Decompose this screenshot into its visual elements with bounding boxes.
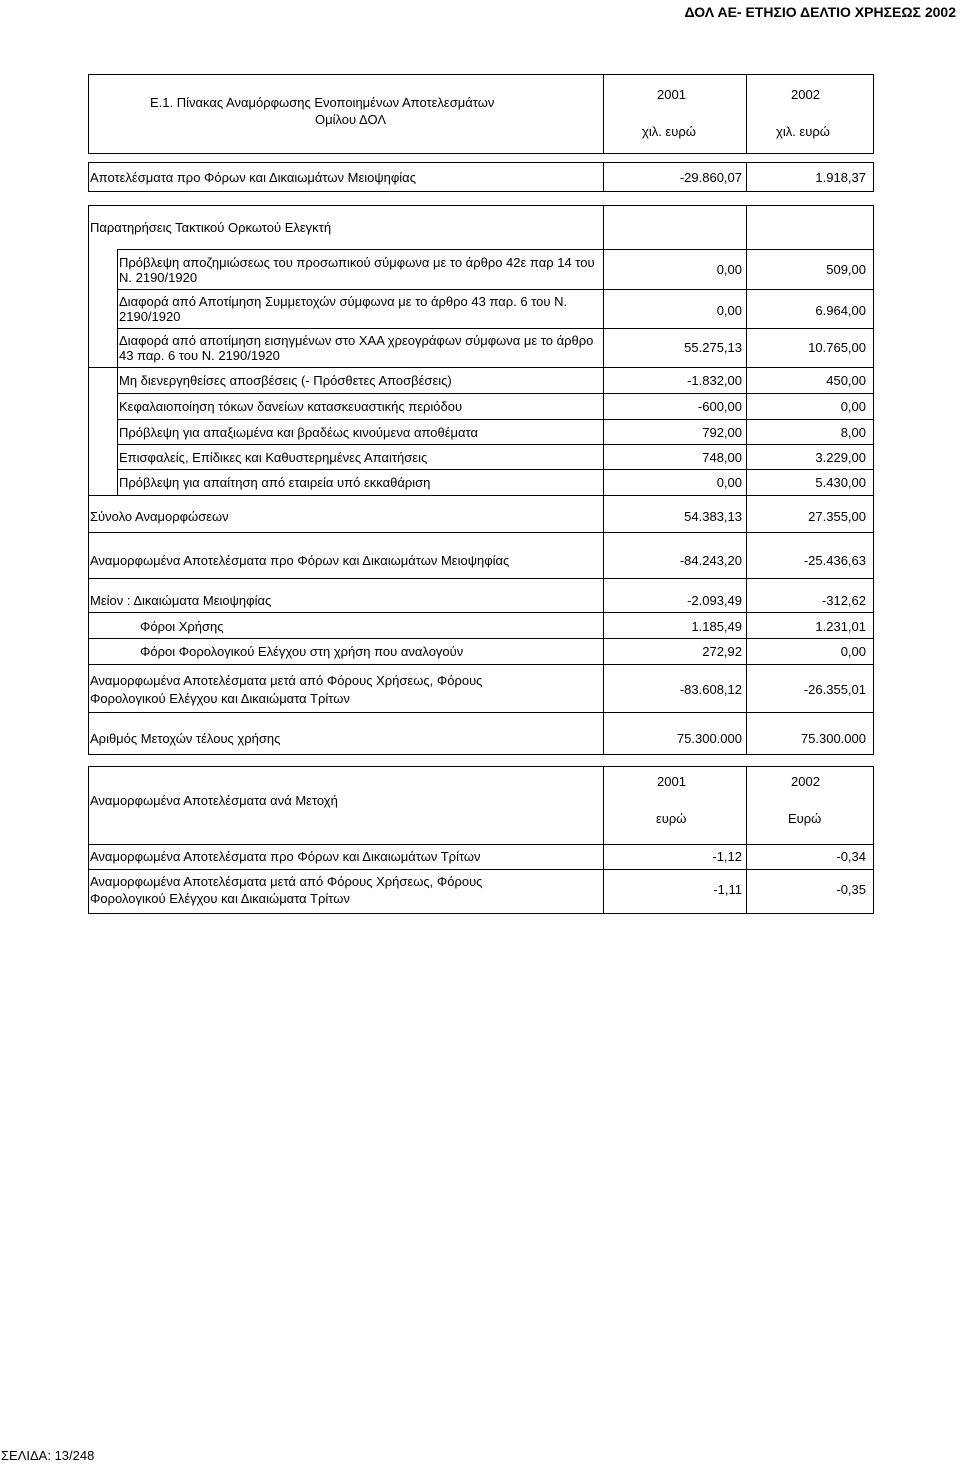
adjustment-row-1-value-2001: 0,00 (716, 262, 742, 277)
adjustment-row-7-value-2002: 3.229,00 (815, 450, 866, 465)
per-share-row-1-value-2001: -1,12 (712, 849, 742, 864)
adjustment-row-5-value-2001: -600,00 (697, 399, 742, 414)
per-share-unit-2001: ευρώ (656, 811, 687, 826)
year-2002-header: 2002 (791, 87, 820, 102)
row-sep (88, 638, 874, 639)
row-sep (117, 289, 874, 290)
row-sep (88, 532, 874, 533)
per-share-row-2-label-line-1: Αναμορφωμένα Αποτελέσματα μετά από Φόρους Χρήσεως, Φόρους (90, 874, 483, 889)
audit-taxes-value-2002: 0,00 (840, 644, 866, 659)
per-share-unit-2002: Ευρώ (788, 811, 822, 826)
per-share-row-2-value-2001: -1,11 (713, 882, 742, 897)
sub-table-left (117, 249, 118, 495)
adjustment-row-7-value-2001: 748,00 (702, 450, 742, 465)
year-2001-header: 2001 (657, 87, 686, 102)
adjustment-row-6-label: Πρόβλεψη για απαξιωμένα και βραδέως κινούμενα αποθέματα (119, 425, 478, 440)
restated-pre-tax-value-2001: -84.243,20 (679, 553, 742, 568)
pre-tax-value-2002: 1.918,37 (815, 170, 866, 185)
row-sep (88, 367, 874, 368)
adjustment-row-8-value-2001: 0,00 (716, 475, 742, 490)
sub-table-top (117, 249, 874, 250)
per-share-row-2-label-line-2: Φορολογικού Ελέγχου και Δικαιώματα Τρίτων (90, 891, 350, 906)
row-sep (88, 844, 874, 845)
total-adjustments-label: Σύνολο Αναμορφώσεων (90, 509, 229, 524)
adjustment-row-6-value-2001: 792,00 (702, 425, 742, 440)
income-taxes-label: Φόροι Χρήσης (140, 619, 224, 634)
row-sep (88, 712, 874, 713)
table-title-line-1: Ε.1. Πίνακας Αναμόρφωσης Ενοποιημένων Αποτελεσμάτων (150, 95, 495, 110)
per-share-col-divider-1 (603, 766, 604, 914)
row-sep (117, 419, 874, 420)
income-taxes-value-2001: 1.185,49 (691, 619, 742, 634)
pre-tax-label: Αποτελέσματα προ Φόρων και Δικαιωμάτων Μειοψηφίας (90, 170, 416, 185)
audit-taxes-label: Φόροι Φορολογικού Ελέγχου στη χρήση που αναλογούν (140, 644, 464, 659)
hline-before-auditor (88, 205, 874, 206)
col-divider-2 (746, 205, 747, 755)
outer-right-border (873, 205, 874, 755)
table-1-title-box (88, 74, 874, 154)
adjustment-row-7-label: Επισφαλείς, Επίδικες και Καθυστερημένες Απαιτήσεις (119, 450, 428, 465)
per-share-row-2-value-2002: -0,35 (836, 882, 866, 897)
per-share-title: Αναμορφωμένα Αποτελέσματα ανά Μετοχή (90, 793, 338, 808)
unit-2002-header: χιλ. ευρώ (776, 124, 830, 139)
adjustment-row-4-label: Μη διενεργηθείσες αποσβέσεις (- Πρόσθετες Αποσβέσεις) (119, 373, 452, 388)
adjustment-row-8-value-2002: 5.430,00 (815, 475, 866, 490)
row-sep (117, 469, 874, 470)
row-sep (88, 578, 874, 579)
row-sep (88, 869, 874, 870)
total-adjustments-value-2002: 27.355,00 (808, 509, 866, 524)
page-number: ΣΕΛΙΔΑ: 13/248 (1, 1448, 95, 1463)
adjustment-row-2-label: Διαφορά από Αποτίμηση Συμμετοχών σύμφωνα με το άρθρο 43 παρ. 6 του Ν. 2190/1920 (119, 294, 568, 324)
per-share-row-1-label: Αναμορφωμένα Αποτελέσματα προ Φόρων και Δικαιωμάτων Τρίτων (90, 849, 481, 864)
per-share-year-2001: 2001 (657, 774, 686, 789)
minority-interest-label: Μείον : Δικαιώματα Μειοψηφίας (90, 593, 272, 608)
row-sep (117, 444, 874, 445)
adjustment-row-4-value-2002: 450,00 (826, 373, 866, 388)
row-sep (88, 612, 874, 613)
title-box-col-divider-2 (746, 74, 747, 154)
adjustment-row-5-label: Κεφαλαιοποίηση τόκων δανείων κατασκευαστικής περιόδου (119, 399, 463, 414)
per-share-row-1-value-2002: -0,34 (836, 849, 866, 864)
adjustment-row-1-label: Πρόβλεψη αποζημιώσεως του προσωπικού σύμφωνα με το άρθρο 42ε παρ 14 του Ν. 2190/1920 (119, 255, 595, 285)
adjustment-row-3-value-2002: 10.765,00 (808, 340, 866, 355)
table-1-bottom (88, 754, 874, 755)
pre-tax-divider-1 (603, 162, 604, 192)
income-taxes-value-2002: 1.231,01 (815, 619, 866, 634)
adjustment-row-2-value-2001: 0,00 (716, 303, 742, 318)
shares-count-value-2001: 75.300.000 (676, 731, 742, 746)
col-divider-1 (603, 205, 604, 755)
row-sep (117, 393, 874, 394)
restated-after-tax-label-line-2: Φορολογικού Ελέγχου και Δικαιώματα Τρίτων (90, 691, 350, 706)
adjustment-row-5-value-2002: 0,00 (840, 399, 866, 414)
document-header-title: ΔΟΛ ΑΕ- ΕΤΗΣΙΟ ΔΕΛΤΙΟ ΧΡΗΣΕΩΣ 2002 (684, 4, 956, 20)
adjustment-row-8-label: Πρόβλεψη για απαίτηση από εταιρεία υπό εκκαθάριση (119, 475, 431, 490)
adjustment-row-3-value-2001: 55.275,13 (684, 340, 742, 355)
restated-after-tax-value-2002: -26.355,01 (803, 682, 866, 697)
outer-left-border (88, 205, 89, 755)
per-share-col-divider-2 (746, 766, 747, 914)
adjustment-row-3-label: Διαφορά από αποτίμηση εισηγμένων στο ΧΑΑ χρεογράφων σύμφωνα με το άρθρο 43 παρ. 6 του Ν. 2190/1920 (119, 333, 594, 363)
adjustment-row-6-value-2002: 8,00 (840, 425, 866, 440)
pre-tax-divider-2 (746, 162, 747, 192)
total-adjustments-value-2001: 54.383,13 (684, 509, 742, 524)
row-sep (117, 328, 874, 329)
minority-interest-value-2001: -2.093,49 (687, 593, 742, 608)
pre-tax-value-2001: -29.860,07 (679, 170, 742, 185)
table-title-line-2: Ομίλου ΔΟΛ (315, 112, 386, 127)
restated-after-tax-label-line-1: Αναμορφωμένα Αποτελέσματα μετά από Φόρους Χρήσεως, Φόρους (90, 673, 483, 688)
shares-count-label: Αριθμός Μετοχών τέλους χρήσης (90, 731, 281, 746)
title-box-col-divider-1 (603, 74, 604, 154)
auditor-heading: Παρατηρήσεις Τακτικού Ορκωτού Ελεγκτή (90, 220, 332, 235)
adjustment-row-2-value-2002: 6.964,00 (815, 303, 866, 318)
audit-taxes-value-2001: 272,92 (702, 644, 742, 659)
adjustment-row-4-value-2001: -1.832,00 (687, 373, 742, 388)
per-share-year-2002: 2002 (791, 774, 820, 789)
shares-count-value-2002: 75.300.000 (800, 731, 866, 746)
adjustment-row-1-value-2002: 509,00 (826, 262, 866, 277)
row-sep (88, 495, 874, 496)
unit-2001-header: χιλ. ευρώ (642, 124, 696, 139)
restated-pre-tax-value-2002: -25.436,63 (803, 553, 866, 568)
restated-pre-tax-label: Αναμορφωμένα Αποτελέσματα προ Φόρων και Δικαιωμάτων Μειοψηφίας (90, 553, 510, 568)
restated-after-tax-value-2001: -83.608,12 (679, 682, 742, 697)
row-sep (88, 664, 874, 665)
minority-interest-value-2002: -312,62 (821, 593, 866, 608)
